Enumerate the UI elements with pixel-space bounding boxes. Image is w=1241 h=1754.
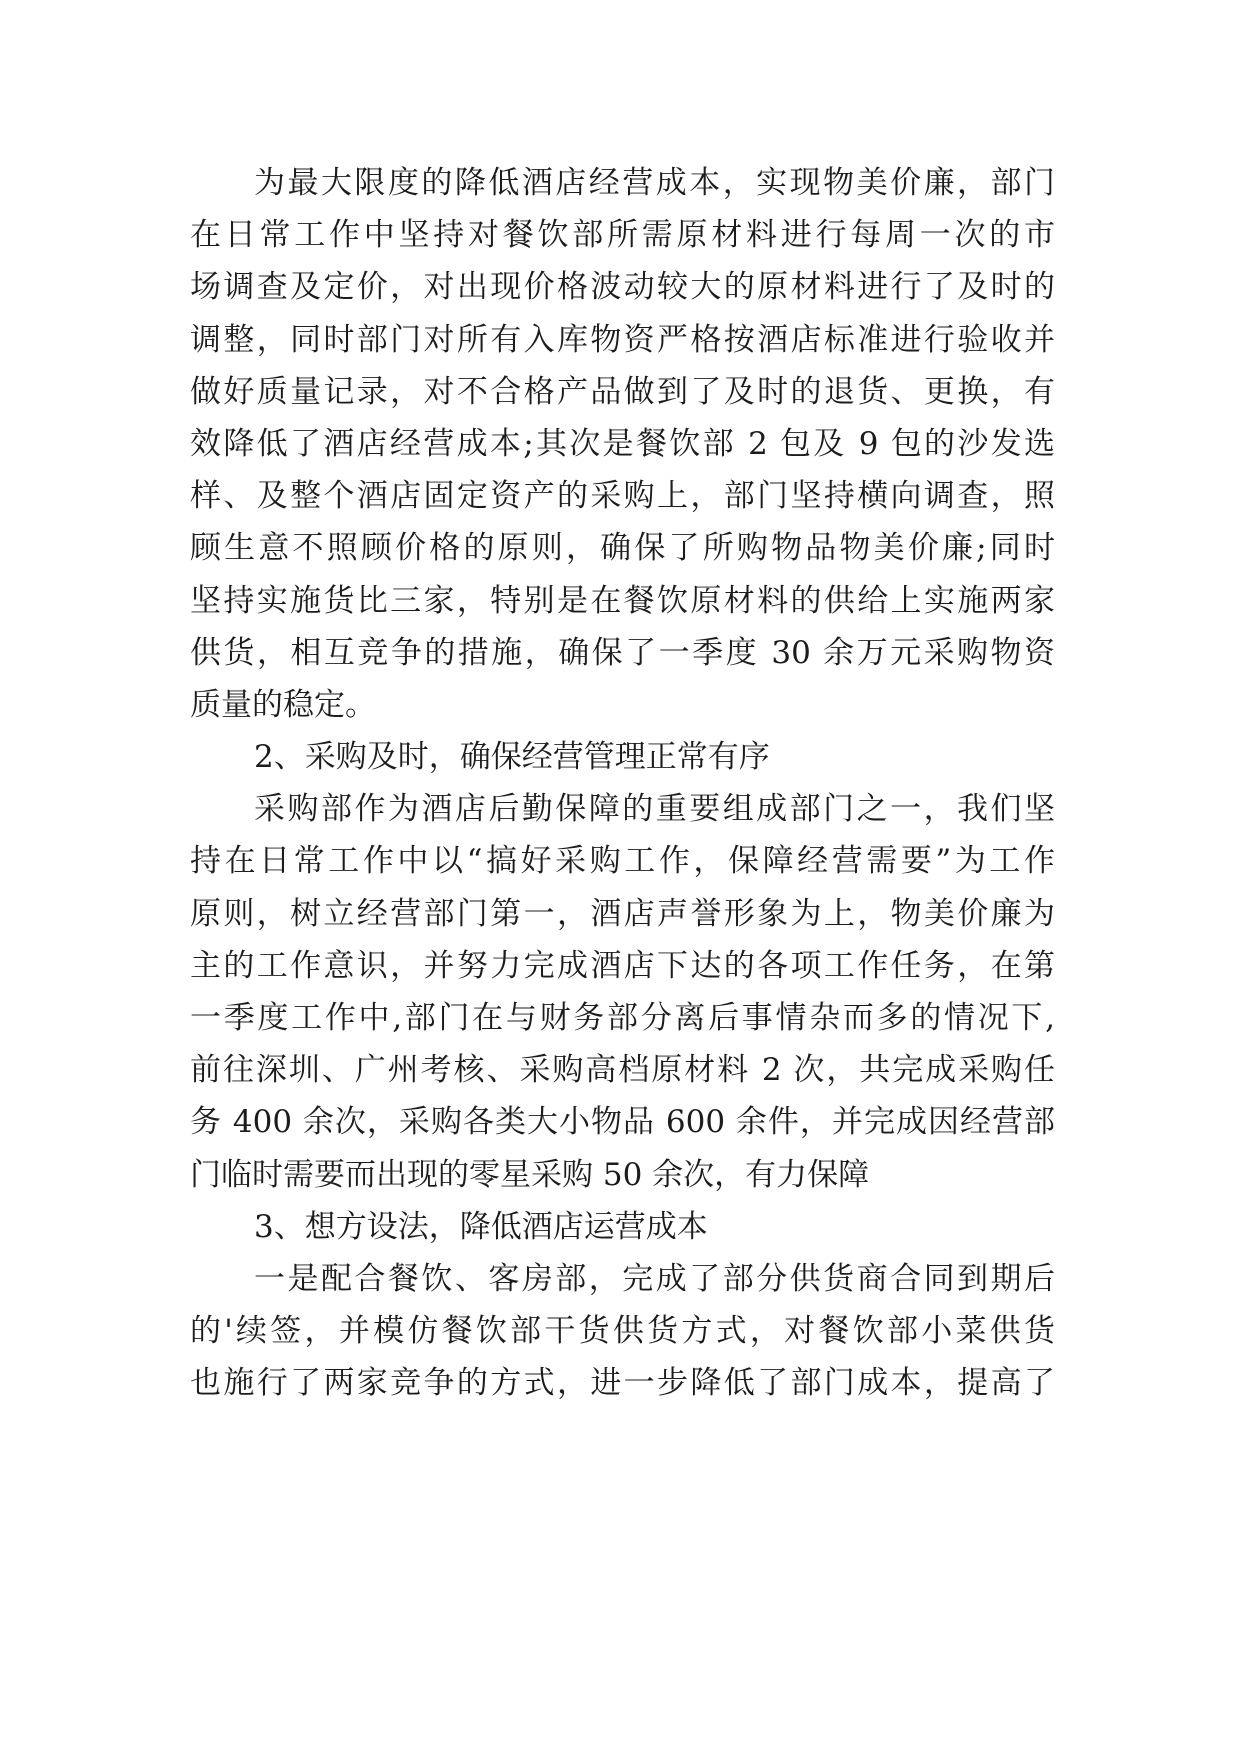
text-line: 的'续签，并模仿餐饮部干货供货方式，对餐饮部小菜供货 xyxy=(190,1313,1055,1350)
text-line: 在日常工作中坚持对餐饮部所需原材料进行每周一次的市 xyxy=(190,217,1055,254)
document-body xyxy=(190,157,1055,1410)
paragraph-reduce-costs xyxy=(190,1253,1055,1410)
section-heading: 3、想方设法，降低酒店运营成本 xyxy=(254,1208,708,1245)
text-line: 调整，同时部门对所有入库物资严格按酒店标准进行验收并 xyxy=(190,321,1055,358)
section-heading-3 xyxy=(190,1201,1055,1253)
section-heading-2 xyxy=(190,731,1055,783)
text-line: 主的工作意识，并努力完成酒店下达的各项工作任务，在第 xyxy=(190,947,1055,984)
paragraph-cost-control xyxy=(190,157,1055,731)
section-heading: 2、采购及时，确保经营管理正常有序 xyxy=(254,739,770,776)
text-line: 采购部作为酒店后勤保障的重要组成部门之一，我们坚 xyxy=(254,791,1055,828)
text-line: 也施行了两家竞争的方式，进一步降低了部门成本，提高了 xyxy=(190,1365,1055,1402)
text-line: 一季度工作中,部门在与财务部分离后事情杂而多的情况下, xyxy=(190,1000,1055,1036)
text-line: 门临时需要而出现的零星采购 50 余次，有力保障 xyxy=(190,1156,870,1193)
text-line: 场调查及定价，对出现价格波动较大的原材料进行了及时的 xyxy=(190,269,1055,306)
text-line: 供货，相互竞争的措施，确保了一季度 30 余万元采购物资 xyxy=(190,634,1055,671)
paragraph-timely-purchasing xyxy=(190,783,1055,1201)
text-line: 顾生意不照顾价格的原则，确保了所购物品物美价廉;同时 xyxy=(190,530,1055,567)
text-line: 持在日常工作中以“搞好采购工作，保障经营需要”为工作 xyxy=(190,843,1055,880)
text-line: 质量的稳定。 xyxy=(190,686,376,723)
text-line: 为最大限度的降低酒店经营成本，实现物美价廉，部门 xyxy=(254,165,1055,201)
text-line: 前往深圳、广州考核、采购高档原材料 2 次，共完成采购任 xyxy=(190,1052,1055,1089)
text-line: 效降低了酒店经营成本;其次是餐饮部 2 包及 9 包的沙发选 xyxy=(190,425,1055,462)
text-line: 样、及整个酒店固定资产的采购上，部门坚持横向调查，照 xyxy=(190,478,1055,515)
text-line: 务 400 余次，采购各类大小物品 600 余件，并完成因经营部 xyxy=(190,1104,1055,1141)
text-line: 坚持实施货比三家，特别是在餐饮原材料的供给上实施两家 xyxy=(190,582,1055,619)
text-line: 一是配合餐饮、客房部，完成了部分供货商合同到期后 xyxy=(254,1260,1055,1297)
text-line: 做好质量记录，对不合格产品做到了及时的退货、更换，有 xyxy=(190,373,1055,410)
text-line: 原则，树立经营部门第一，酒店声誉形象为上，物美价廉为 xyxy=(190,895,1055,932)
